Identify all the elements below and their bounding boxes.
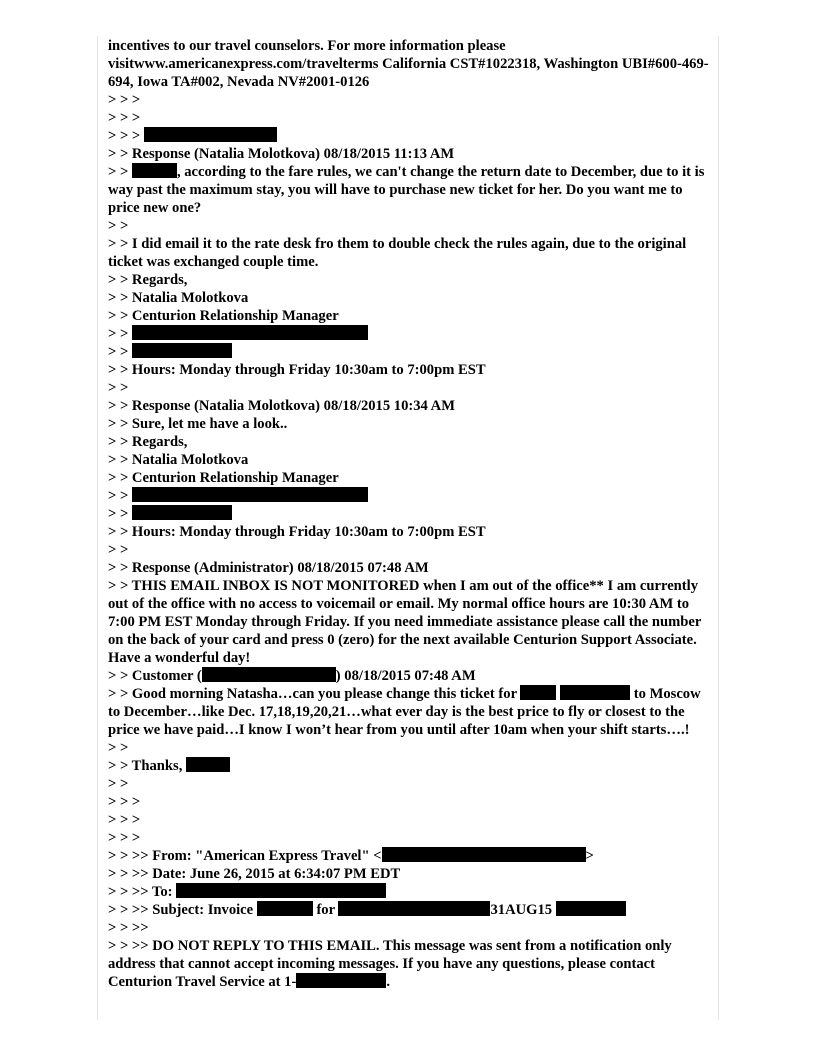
response-1-text: , according to the fare rules, we can't change the return date to December, due to it is way past the maximum stay, you will have to purchase new ticket for her. Do you want me to price new one? [108, 164, 705, 216]
redaction-bar [296, 973, 386, 988]
customer-body-start: > > Good morning Natasha…can you please change this ticket for [108, 686, 517, 702]
redaction-bar [556, 901, 626, 916]
signature-hours: > > Hours: Monday through Friday 10:30am to 7:00pm EST [108, 524, 486, 540]
response-1-header: > > Response (Natalia Molotkova) 08/18/2015 11:13 AM [108, 146, 455, 162]
email-thread [108, 37, 712, 991]
redacted-line [108, 487, 712, 505]
subject-line [108, 901, 712, 919]
response-1-body [108, 163, 712, 217]
response-1-email-note: > > I did email it to the rate desk fro them to double check the rules again, due to the original ticket was exchanged couple time. [108, 236, 687, 270]
redaction-bar [132, 487, 368, 502]
quote-marker: > > > [108, 110, 141, 126]
quote-marker: > > > [108, 128, 144, 144]
redaction-bar [132, 163, 177, 178]
redacted-line [108, 343, 712, 361]
customer-suffix: ) 08/18/2015 07:48 AM [335, 668, 476, 684]
customer-header [108, 667, 712, 685]
regards: > > Regards, [108, 434, 188, 450]
redaction-bar [257, 901, 313, 916]
notice-text: > > >> DO NOT REPLY TO THIS EMAIL. This message was sent from a notification only address that cannot accept incoming messages. If you have any questions, please contact Centurion Travel Service at 1- [108, 938, 672, 990]
response-3-body: > > THIS EMAIL INBOX IS NOT MONITORED when I am out of the office** I am currently out of the office with no access to voicemail or email. My normal office hours are 10:30 AM to 7:00 PM EST Monday through Friday. If you need immediate assistance please call the number on the back of your card and press 0 (zero) for the next available Centurion Support Associate. Have a wonderful day! [108, 578, 702, 666]
quote-marker: > > >> [108, 920, 149, 936]
response-2-header: > > Response (Natalia Molotkova) 08/18/2015 10:34 AM [108, 398, 456, 414]
customer-body [108, 685, 712, 739]
redaction-bar [382, 847, 586, 862]
redacted-line [108, 127, 712, 145]
redaction-bar [132, 343, 232, 358]
thanks-line [108, 757, 712, 775]
to-line [108, 883, 712, 901]
from-line [108, 847, 712, 865]
quote-marker: > > > [108, 794, 141, 810]
response-2-body: > > Sure, let me have a look.. [108, 416, 288, 432]
from-suffix: > [585, 848, 594, 864]
redacted-line [108, 325, 712, 343]
quote-marker: > > [108, 380, 129, 396]
quote-marker: > > [108, 488, 132, 504]
quote-marker: > > [108, 740, 129, 756]
date-line: > > >> Date: June 26, 2015 at 6:34:07 PM EDT [108, 866, 401, 882]
quote-marker: > > > [108, 830, 141, 846]
signature-name: > > Natalia Molotkova [108, 452, 249, 468]
travel-terms-footer: incentives to our travel counselors. For more information please visitwww.americanexpress.com/travelterms California CST#1022318, Washington UBI#600-469-694, Iowa TA#002, Nevada NV#2001-0126 [108, 38, 709, 90]
customer-body-rest: Moscow to December…like Dec. 17,18,19,20,21…what ever day is the best price to fly or closest to the price we have paid…I know I won’t hear from you until after 10am when your shift starts….! [108, 686, 701, 738]
quote-marker: > > > [108, 812, 141, 828]
redacted-line [108, 505, 712, 523]
thanks: > > Thanks, [108, 758, 187, 774]
redaction-bar [176, 883, 386, 898]
redaction-bar [560, 685, 630, 700]
quote-marker: > > [108, 542, 129, 558]
redaction-bar [186, 757, 230, 772]
signature-name: > > Natalia Molotkova [108, 290, 249, 306]
subject-for: for [312, 902, 339, 918]
redaction-bar [338, 901, 490, 916]
quote-marker: > > [108, 218, 129, 234]
customer-body-to: to [630, 686, 646, 702]
customer-prefix: > > Customer ( [108, 668, 202, 684]
response-3-header: > > Response (Administrator) 08/18/2015 07:48 AM [108, 560, 429, 576]
notice-body [108, 937, 712, 991]
subject-prefix: > > >> Subject: Invoice [108, 902, 257, 918]
quote-marker: > > [108, 776, 129, 792]
quote-marker: > > [108, 506, 132, 522]
quote-marker: > > > [108, 92, 141, 108]
notice-end: . [386, 974, 390, 990]
to-prefix: > > >> To: [108, 884, 177, 900]
regards: > > Regards, [108, 272, 188, 288]
redaction-bar [132, 505, 232, 520]
quote-marker: > > [108, 164, 132, 180]
redaction-bar [132, 325, 368, 340]
quote-marker: > > [108, 344, 132, 360]
quote-marker: > > [108, 326, 132, 342]
redaction-bar [202, 667, 336, 682]
from-prefix: > > >> From: "American Express Travel" < [108, 848, 382, 864]
redaction-bar [144, 127, 277, 142]
subject-date: 31AUG15 [490, 902, 553, 918]
signature-title: > > Centurion Relationship Manager [108, 470, 339, 486]
signature-hours: > > Hours: Monday through Friday 10:30am to 7:00pm EST [108, 362, 486, 378]
redaction-bar [520, 685, 556, 700]
signature-title: > > Centurion Relationship Manager [108, 308, 339, 324]
